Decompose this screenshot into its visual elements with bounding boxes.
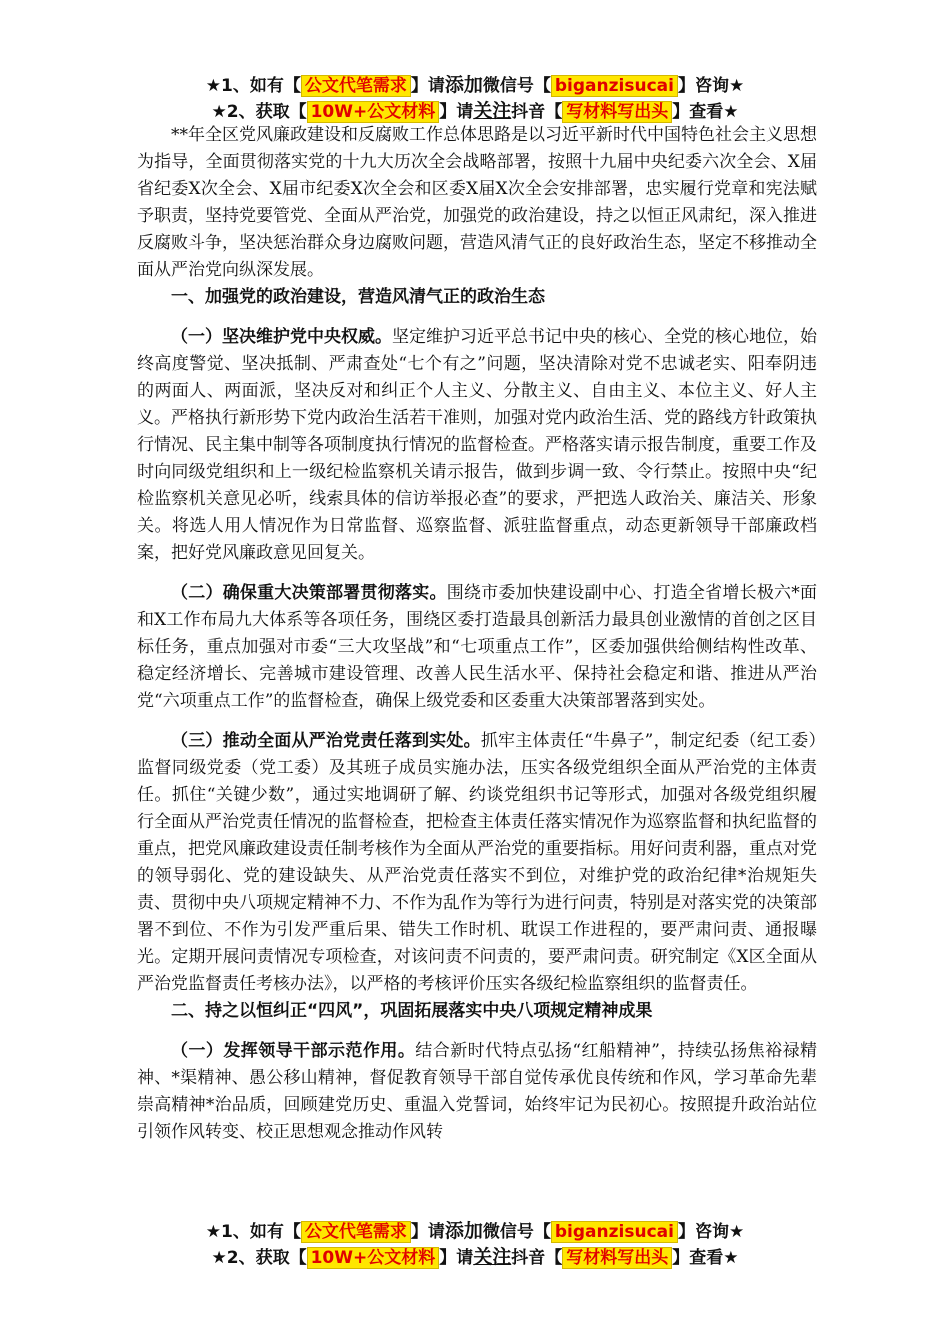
banner-emphasis: 添加 [444,1220,483,1242]
subsection-text: 结合新时代特点弘扬“红船精神”，持续弘扬焦裕禄精神、*渠精神、愚公移山精神，督促教育领导干部自觉传承优良传统和作风，学习革命先辈崇高精神*治品质，回顾建党历史、重温入党誓词，始终牢记为民初心。按照提升政治站位引领作风转变、校正思想观念推动作风转 [137,1041,818,1142]
highlight-wechat-id: biganzisucai [551,75,678,97]
subsection-title: （三）推动全面从严治党责任落到实处。 [171,731,481,751]
banner-text: 】查看★ [672,1248,739,1268]
banner-text: 微信号【 [482,76,551,96]
promo-banner-bottom-line-1 [0,1218,950,1245]
promo-banner-top-line-1 [0,72,950,99]
subsection-paragraph-4 [137,1038,817,1146]
banner-text: ★2、获取【 [211,102,307,122]
banner-text: 微信号【 [482,1222,551,1242]
highlight-service: 公文代笔需求 [301,75,411,97]
highlight-service: 公文代笔需求 [301,1221,411,1243]
highlight-douyin-account: 写材料写出头 [562,101,672,123]
banner-text: 】请 [439,1248,474,1268]
banner-text: 】咨询★ [677,76,745,96]
intro-paragraph: **年全区党风廉政建设和反腐败工作总体思路是以习近平新时代中国特色社会主义思想为指导，全面贯彻落实党的十九大历次全会战略部署，按照十九届中央纪委六次全会、X届省纪委X次全会、X届市纪委X次全会和区委X届X次全会安排部署，忠实履行党章和宪法赋予职责，坚持党要管党、全面从严治党，加强党的政治建设，持之以恒正风肃纪，深入推进反腐败斗争，坚决惩治群众身边腐败问题，营造风清气正的良好政治生态，坚定不移推动全面从严治党向纵深发展。 [137,125,817,280]
banner-text: 抖音【 [511,1248,563,1268]
banner-emphasis: 关注 [473,100,512,122]
banner-text: 】请 [410,76,445,96]
highlight-douyin-account: 写材料写出头 [562,1247,672,1269]
document-body [137,122,817,1146]
banner-text: ★1、如有【 [205,1222,301,1242]
subsection-paragraph-2 [137,580,817,715]
banner-emphasis: 添加 [444,74,483,96]
subsection-title: （一）发挥领导干部示范作用。 [171,1041,416,1061]
banner-text: ★1、如有【 [205,76,301,96]
subsection-text: 围绕市委加快建设副中心、打造全省增长极六*面和X工作布局九大体系等各项任务，围绕区委打造最具创新活力最具创业激情的首创之区目标任务，重点加强对市委“三大攻坚战”和“七项重点工作”，区委加强供给侧结构性改革、稳定经济增长、完善城市建设管理、改善人民生活水平、保持社会稳定和谐、推进从严治党“六项重点工作”的监督检查，确保上级党委和区委重大决策部署落到实处。 [137,583,818,711]
promo-banner-top-line-2 [0,98,950,125]
banner-text: ★2、获取【 [211,1248,307,1268]
banner-text: 】查看★ [672,102,739,122]
banner-emphasis: 关注 [473,1246,512,1268]
highlight-materials: 10W+公文材料 [307,1247,440,1269]
banner-text: 】咨询★ [677,1222,745,1242]
section-heading-1: 一、加强党的政治建设，营造风清气正的政治生态 [171,287,545,307]
highlight-wechat-id: biganzisucai [551,1221,678,1243]
banner-text: 抖音【 [511,102,563,122]
highlight-materials: 10W+公文材料 [307,101,440,123]
subsection-title: （二）确保重大决策部署贯彻落实。 [171,583,447,603]
banner-text: 】请 [439,102,474,122]
subsection-text: 抓牢主体责任“牛鼻子”，制定纪委（纪工委）监督同级党委（党工委）及其班子成员实施办法，压实各级党组织全面从严治党的主体责任。抓住“关键少数”，通过实地调研了解、约谈党组织书记等形式，加强对各级党组织履行全面从严治党责任情况的监督检查，把检查主体责任落实情况作为巡察监督和执纪监督的重点，把党风廉政建设责任制考核作为全面从严治党的重要指标。用好问责利器，重点对党的领导弱化、党的建设缺失、从严治党责任落实不到位，对维护党的政治纪律*治规矩失责、贯彻中央八项规定精神不力、不作为乱作为等行为进行问责，特别是对落实党的决策部署不到位、不作为引发严重后果、错失工作时机、耽误工作进程的，要严肃问责、通报曝光。定期开展问责情况专项检查，对该问责不问责的，要严肃问责。研究制定《X区全面从严治党监督责任考核办法》，以严格的考核评价压实各级纪检监察组织的监督责任。 [137,731,817,994]
banner-text: 】请 [410,1222,445,1242]
subsection-text: 坚定维护习近平总书记中央的核心、全党的核心地位，始终高度警觉、坚决抵制、严肃查处“七个有之”问题，坚决清除对党不忠诚老实、阳奉阴违的两面人、两面派，坚决反对和纠正个人主义、分散主义、自由主义、本位主义、好人主义。严格执行新形势下党内政治生活若干准则，加强对党内政治生活、党的路线方针政策执行情况、民主集中制等各项制度执行情况的监督检查。严格落实请示报告制度，重要工作及时向同级党组织和上一级纪检监察机关请示报告，做到步调一致、令行禁止。按照中央“纪检监察机关意见必听，线索具体的信访举报必查”的要求，严把选人政治关、廉洁关、形象关。将选人用人情况作为日常监督、巡察监督、派驻监督重点，动态更新领导干部廉政档案，把好党风廉政意见回复关。 [137,327,817,563]
subsection-title: （一）坚决维护党中央权威。 [171,327,392,347]
subsection-paragraph-1 [137,324,817,567]
promo-banner-bottom-line-2 [0,1244,950,1271]
subsection-paragraph-3 [137,728,817,998]
section-heading-2: 二、持之以恒纠正“四风”，巩固拓展落实中央八项规定精神成果 [171,1001,653,1021]
